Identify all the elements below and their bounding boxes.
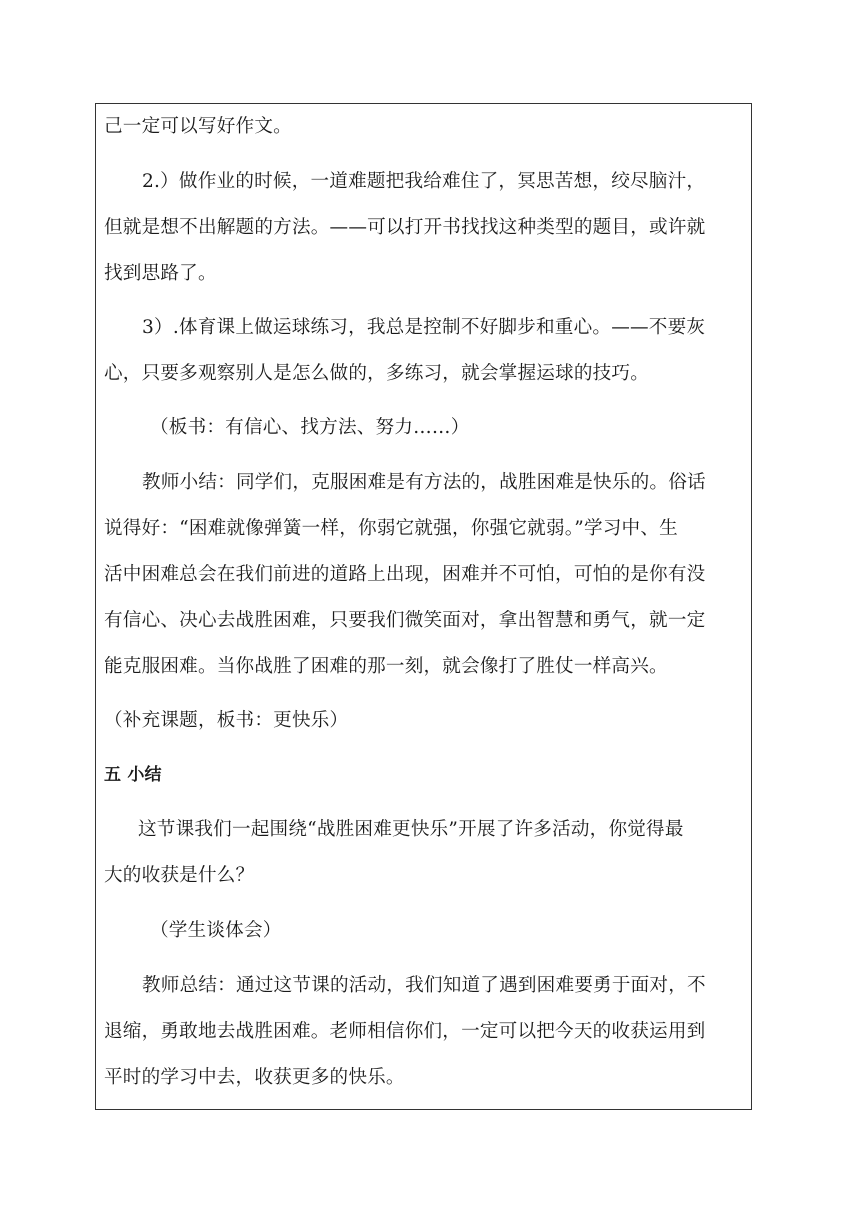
text-line: 教师总结：通过这节课的活动，我们知道了遇到困难要勇于面对，不 <box>142 975 706 996</box>
text-line: 退缩，勇敢地去战胜困难。老师相信你们，一定可以把今天的收获运用到 <box>104 1021 706 1042</box>
text-line: 但就是想不出解题的方法。——可以打开书找找这种类型的题目，或许就 <box>104 217 706 238</box>
section-heading: 五 小结 <box>104 765 162 785</box>
text-line: 己一定可以写好作文。 <box>104 116 292 137</box>
text-line: 能克服困难。当你战胜了困难的那一刻，就会像打了胜仗一样高兴。 <box>104 656 668 677</box>
text-line: 这节课我们一起围绕“战胜困难更快乐”开展了许多活动，你觉得最 <box>138 819 684 840</box>
text-line: 平时的学习中去，收获更多的快乐。 <box>104 1067 405 1088</box>
text-line: 教师小结：同学们，克服困难是有方法的，战胜困难是快乐的。俗话 <box>142 472 706 493</box>
text-line: 找到思路了。 <box>104 263 217 284</box>
text-line: 活中困难总会在我们前进的道路上出现，困难并不可怕，可怕的是你有没 <box>104 564 706 585</box>
text-line: 说得好：“困难就像弹簧一样，你弱它就强，你强它就弱。”学习中、生 <box>104 518 678 539</box>
student-note: （学生谈体会） <box>150 920 282 941</box>
blackboard-note: （板书：有信心、找方法、努力……） <box>150 417 470 438</box>
blackboard-note: （补充课题，板书：更快乐） <box>104 710 349 731</box>
text-line: 心，只要多观察别人是怎么做的，多练习，就会掌握运球的技巧。 <box>104 363 650 384</box>
text-line: 大的收获是什么？ <box>104 865 255 886</box>
text-line: 有信心、决心去战胜困难，只要我们微笑面对，拿出智慧和勇气，就一定 <box>104 610 706 631</box>
text-line: 3）.体育课上做运球练习，我总是控制不好脚步和重心。——不要灰 <box>142 317 706 338</box>
text-line: 2.）做作业的时候，一道难题把我给难住了，冥思苦想，绞尽脑汁， <box>142 171 706 192</box>
